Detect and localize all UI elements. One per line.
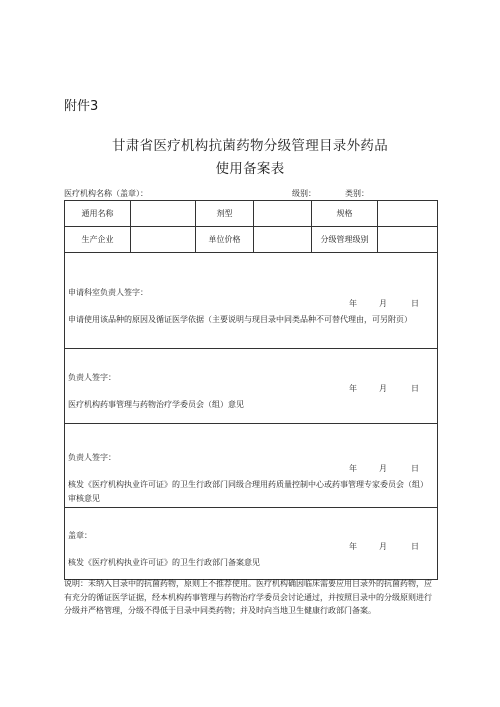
month-label: 月 bbox=[379, 463, 387, 473]
day-label: 日 bbox=[411, 384, 419, 393]
committee-opinion-section[interactable] bbox=[65, 349, 438, 424]
level-label: 级别： bbox=[292, 189, 316, 198]
category-label: 类别： bbox=[345, 189, 369, 198]
dosage-form-label: 剂型 bbox=[196, 201, 254, 227]
attachment-label: 附件3 bbox=[64, 99, 99, 114]
section-text: 核发《医疗机构执业许可证》的卫生行政部门同级合理用药质量控制中心或药事管理专家委员会（组）审核意见 bbox=[68, 479, 428, 503]
year-label: 年 bbox=[349, 384, 357, 393]
generic-name-label: 通用名称 bbox=[65, 201, 131, 227]
month-label: 月 bbox=[379, 541, 387, 551]
section-text: 核发《医疗机构执业许可证》的卫生行政部门备案意见 bbox=[68, 557, 260, 567]
section-text: 医疗机构药事管理与药物治疗学委员会（组）意见 bbox=[68, 400, 244, 409]
form-note: 说明：未纳入目录中的抗菌药物，原则上不推荐使用。医疗机构确因临床需要应用目录外的抗菌药物，应有充分的循证医学证据，经本机构药事管理与药物治疗学委员会讨论通过，并按照目录中的分级原则进行分级并严格管理，分级不得低于目录中同类药物；并及时向当地卫生健康行政部门备案。 bbox=[64, 579, 432, 615]
org-name-label: 医疗机构名称（盖章）： bbox=[64, 189, 148, 198]
management-level-field[interactable] bbox=[378, 227, 438, 253]
management-level-label: 分级管理级别 bbox=[312, 227, 378, 253]
day-label: 日 bbox=[411, 541, 419, 551]
table-row bbox=[65, 424, 438, 508]
unit-price-field[interactable] bbox=[254, 227, 312, 253]
year-label: 年 bbox=[349, 463, 357, 473]
form-subtitle: 使用备案表 bbox=[215, 161, 285, 177]
reason-section[interactable] bbox=[65, 253, 438, 349]
manufacturer-label: 生产企业 bbox=[65, 227, 131, 253]
table-row bbox=[65, 227, 438, 253]
table-row bbox=[65, 349, 438, 424]
signature-label: 申请科室负责人签字： bbox=[68, 287, 148, 297]
generic-name-field[interactable] bbox=[131, 201, 196, 227]
day-label: 日 bbox=[411, 298, 419, 308]
spec-label: 规格 bbox=[312, 201, 378, 227]
year-label: 年 bbox=[349, 298, 357, 308]
unit-price-label: 单位价格 bbox=[196, 227, 254, 253]
day-label: 日 bbox=[411, 463, 419, 473]
month-label: 月 bbox=[379, 298, 387, 308]
spec-field[interactable] bbox=[378, 201, 438, 227]
table-row bbox=[65, 201, 438, 227]
form-title: 甘肃省医疗机构抗菌药物分级管理目录外药品 bbox=[112, 138, 388, 154]
section-text: 申请使用该品种的原因及循证医学依据（主要说明与现目录中同类品种不可替代理由，可另附页） bbox=[68, 314, 412, 324]
table-row bbox=[65, 253, 438, 349]
manufacturer-field[interactable] bbox=[131, 227, 196, 253]
table-row bbox=[65, 508, 438, 580]
signature-label: 负责人签字： bbox=[68, 373, 116, 382]
filing-opinion-section[interactable] bbox=[65, 508, 438, 580]
dosage-form-field[interactable] bbox=[254, 201, 312, 227]
month-label: 月 bbox=[379, 384, 387, 393]
filing-form-table bbox=[64, 200, 438, 580]
review-opinion-section[interactable] bbox=[65, 424, 438, 508]
year-label: 年 bbox=[349, 541, 357, 551]
seal-label: 盖章： bbox=[68, 530, 92, 540]
signature-label: 负责人签字： bbox=[68, 452, 116, 462]
